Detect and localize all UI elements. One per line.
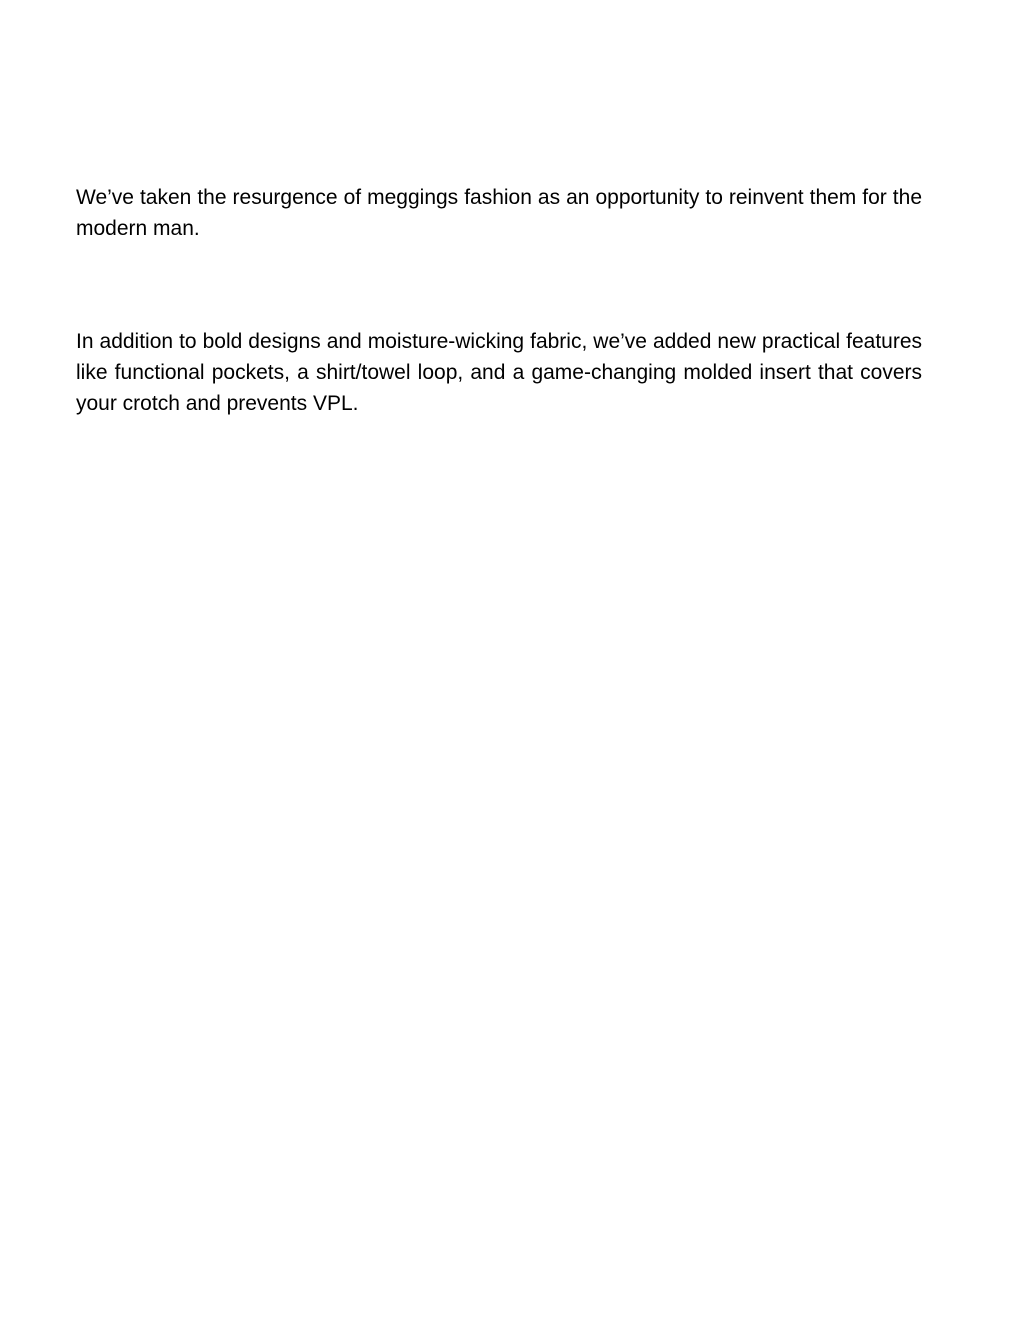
body-paragraph-intro: We’ve taken the resurgence of meggings fashion as an opportunity to reinvent them for the modern man. [76, 186, 922, 240]
body-paragraph-features: In addition to bold designs and moisture-wicking fabric, we’ve added new practical features like functional pockets, a shirt/towel loop, and a game-changing molded insert that covers your crotch and prevents VPL. [76, 330, 922, 415]
